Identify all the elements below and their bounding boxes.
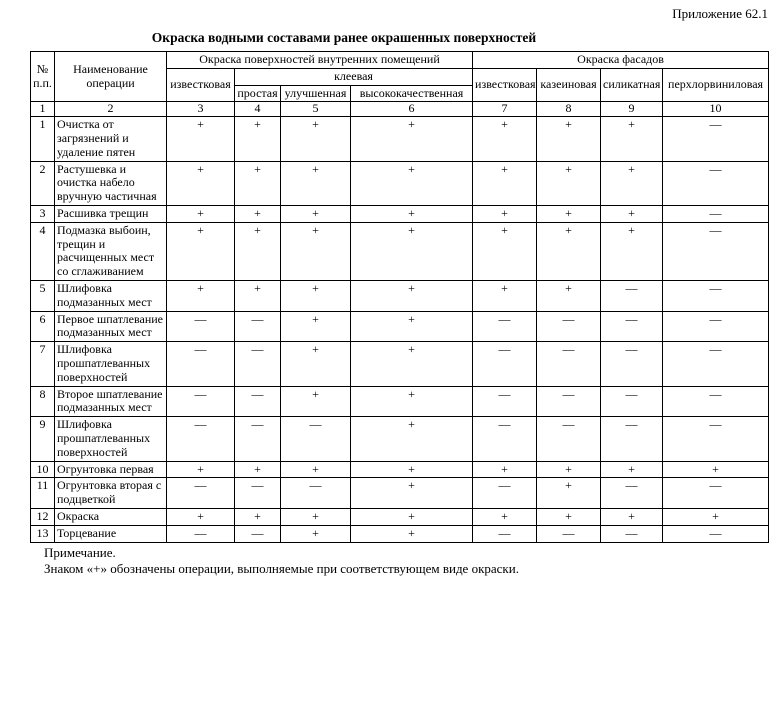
value-cell: — <box>663 117 769 161</box>
value-cell: + <box>167 205 235 222</box>
row-number-cell: 9 <box>31 417 55 461</box>
row-number-cell: 1 <box>31 117 55 161</box>
table-header <box>31 52 769 102</box>
value-cell: + <box>601 117 663 161</box>
value-cell: — <box>663 525 769 542</box>
value-cell: — <box>235 478 281 509</box>
value-cell: + <box>235 222 281 280</box>
value-cell: + <box>351 311 473 342</box>
header-number-column: № п.п. <box>31 52 55 102</box>
column-number-cell: 10 <box>663 102 769 117</box>
table-row <box>31 117 769 161</box>
value-cell: + <box>235 461 281 478</box>
column-number-cell: 5 <box>281 102 351 117</box>
value-cell: + <box>281 117 351 161</box>
value-cell: + <box>281 386 351 417</box>
value-cell: + <box>537 508 601 525</box>
column-number-cell: 6 <box>351 102 473 117</box>
operation-name-cell: Первое шпатлевание подмазанных мест <box>55 311 167 342</box>
value-cell: + <box>167 461 235 478</box>
value-cell: + <box>351 117 473 161</box>
table-body <box>31 102 769 542</box>
operation-name-cell: Окраска <box>55 508 167 525</box>
operation-name-cell: Второе шпатлевание подмазанных мест <box>55 386 167 417</box>
value-cell: + <box>167 222 235 280</box>
row-number-cell: 6 <box>31 311 55 342</box>
value-cell: + <box>281 342 351 386</box>
value-cell: — <box>601 525 663 542</box>
operation-name-cell: Шлифовка подмазанных мест <box>55 280 167 311</box>
value-cell: + <box>351 525 473 542</box>
row-number-cell: 10 <box>31 461 55 478</box>
appendix-label: Приложение 62.1 <box>672 6 768 21</box>
value-cell: — <box>601 280 663 311</box>
value-cell: + <box>473 161 537 205</box>
value-cell: + <box>235 205 281 222</box>
value-cell: — <box>167 386 235 417</box>
header-row-groups <box>31 52 769 69</box>
value-cell: + <box>537 205 601 222</box>
value-cell: + <box>281 525 351 542</box>
value-cell: + <box>601 222 663 280</box>
value-cell: + <box>601 161 663 205</box>
header-facade-silicate: силикатная <box>601 68 663 102</box>
operations-table <box>30 51 769 543</box>
row-number-cell: 12 <box>31 508 55 525</box>
value-cell: + <box>537 117 601 161</box>
value-cell: + <box>351 508 473 525</box>
value-cell: — <box>473 525 537 542</box>
operation-name-cell: Подмазка выбоин, трещин и расчищенных мест со сглаживанием <box>55 222 167 280</box>
column-number-cell: 2 <box>55 102 167 117</box>
operation-name-cell: Растушевка и очистка набело вручную частичная <box>55 161 167 205</box>
header-glue-high-quality: высококачественная <box>351 85 473 102</box>
value-cell: — <box>663 386 769 417</box>
value-cell: + <box>663 461 769 478</box>
row-number-cell: 2 <box>31 161 55 205</box>
value-cell: + <box>351 205 473 222</box>
value-cell: — <box>235 417 281 461</box>
value-cell: — <box>601 311 663 342</box>
value-cell: + <box>281 161 351 205</box>
header-facade-casein: казеиновая <box>537 68 601 102</box>
table-row <box>31 205 769 222</box>
value-cell: — <box>167 478 235 509</box>
value-cell: + <box>601 205 663 222</box>
value-cell: + <box>351 280 473 311</box>
value-cell: + <box>473 222 537 280</box>
row-number-cell: 5 <box>31 280 55 311</box>
column-number-cell: 3 <box>167 102 235 117</box>
row-number-cell: 13 <box>31 525 55 542</box>
value-cell: + <box>351 478 473 509</box>
value-cell: + <box>601 461 663 478</box>
column-number-cell: 8 <box>537 102 601 117</box>
value-cell: — <box>167 417 235 461</box>
value-cell: + <box>281 222 351 280</box>
value-cell: + <box>351 386 473 417</box>
value-cell: + <box>281 311 351 342</box>
value-cell: — <box>663 342 769 386</box>
note-text: Знаком «+» обозначены операции, выполняемые при соответствующем виде окраски. <box>44 560 519 576</box>
header-glue-simple: простая <box>235 85 281 102</box>
value-cell: + <box>351 417 473 461</box>
header-glue-group: клеевая <box>235 68 473 85</box>
value-cell: + <box>601 508 663 525</box>
value-cell: — <box>537 311 601 342</box>
value-cell: — <box>167 311 235 342</box>
header-facade-perchlorovinyl: перхлорвиниловая <box>663 68 769 102</box>
value-cell: + <box>663 508 769 525</box>
operation-name-cell: Шлифовка прошпатлеванных поверхностей <box>55 417 167 461</box>
value-cell: + <box>473 461 537 478</box>
value-cell: — <box>235 386 281 417</box>
value-cell: + <box>281 205 351 222</box>
value-cell: + <box>473 508 537 525</box>
value-cell: — <box>473 417 537 461</box>
value-cell: + <box>281 280 351 311</box>
value-cell: — <box>473 386 537 417</box>
value-cell: — <box>601 342 663 386</box>
value-cell: — <box>537 342 601 386</box>
value-cell: + <box>235 280 281 311</box>
value-cell: + <box>351 342 473 386</box>
value-cell: — <box>601 478 663 509</box>
header-facade-lime: известковая <box>473 68 537 102</box>
value-cell: + <box>281 508 351 525</box>
column-numbers-row <box>31 102 769 117</box>
table-row <box>31 161 769 205</box>
value-cell: — <box>663 417 769 461</box>
value-cell: + <box>167 117 235 161</box>
row-number-cell: 4 <box>31 222 55 280</box>
value-cell: — <box>663 161 769 205</box>
note-heading: Примечание. <box>44 544 116 560</box>
value-cell: — <box>473 478 537 509</box>
value-cell: + <box>473 205 537 222</box>
value-cell: — <box>537 417 601 461</box>
operation-name-cell: Огрунтовка вторая с подцветкой <box>55 478 167 509</box>
column-number-cell: 9 <box>601 102 663 117</box>
table-row <box>31 461 769 478</box>
value-cell: + <box>351 461 473 478</box>
column-number-cell: 1 <box>31 102 55 117</box>
operation-name-cell: Огрунтовка первая <box>55 461 167 478</box>
value-cell: + <box>537 222 601 280</box>
header-group-interior: Окраска поверхностей внутренних помещений <box>167 52 473 69</box>
header-operation-column: Наименование операции <box>55 52 167 102</box>
column-number-cell: 4 <box>235 102 281 117</box>
value-cell: + <box>281 461 351 478</box>
value-cell: — <box>235 525 281 542</box>
value-cell: + <box>473 117 537 161</box>
value-cell: — <box>281 417 351 461</box>
table-row <box>31 508 769 525</box>
value-cell: — <box>601 417 663 461</box>
table-row <box>31 342 769 386</box>
row-number-cell: 3 <box>31 205 55 222</box>
value-cell: — <box>663 280 769 311</box>
value-cell: + <box>235 161 281 205</box>
value-cell: + <box>235 117 281 161</box>
table-row <box>31 478 769 509</box>
row-number-cell: 11 <box>31 478 55 509</box>
notes-section <box>30 545 768 578</box>
value-cell: + <box>351 161 473 205</box>
table-row <box>31 417 769 461</box>
value-cell: + <box>167 508 235 525</box>
value-cell: + <box>167 161 235 205</box>
value-cell: + <box>473 280 537 311</box>
row-number-cell: 7 <box>31 342 55 386</box>
header-glue-improved: улучшенная <box>281 85 351 102</box>
value-cell: — <box>663 205 769 222</box>
value-cell: — <box>167 342 235 386</box>
table-row <box>31 311 769 342</box>
value-cell: + <box>537 161 601 205</box>
document-title: Окраска водными составами ранее окрашенных поверхностей <box>151 30 537 45</box>
value-cell: — <box>473 311 537 342</box>
value-cell: + <box>537 461 601 478</box>
value-cell: — <box>663 478 769 509</box>
value-cell: + <box>537 280 601 311</box>
table-row <box>31 386 769 417</box>
table-row <box>31 222 769 280</box>
value-cell: — <box>537 386 601 417</box>
value-cell: — <box>235 311 281 342</box>
operation-name-cell: Очистка от загрязнений и удаление пятен <box>55 117 167 161</box>
value-cell: — <box>473 342 537 386</box>
value-cell: + <box>351 222 473 280</box>
table-row <box>31 525 769 542</box>
header-interior-lime: известковая <box>167 68 235 102</box>
value-cell: — <box>663 222 769 280</box>
column-number-cell: 7 <box>473 102 537 117</box>
value-cell: — <box>537 525 601 542</box>
value-cell: — <box>601 386 663 417</box>
value-cell: + <box>167 280 235 311</box>
value-cell: — <box>235 342 281 386</box>
value-cell: — <box>167 525 235 542</box>
row-number-cell: 8 <box>31 386 55 417</box>
table-row <box>31 280 769 311</box>
operation-name-cell: Торцевание <box>55 525 167 542</box>
value-cell: — <box>281 478 351 509</box>
header-group-facade: Окраска фасадов <box>473 52 769 69</box>
operation-name-cell: Расшивка трещин <box>55 205 167 222</box>
operation-name-cell: Шлифовка прошпатлеванных поверхностей <box>55 342 167 386</box>
value-cell: + <box>537 478 601 509</box>
value-cell: — <box>663 311 769 342</box>
value-cell: + <box>235 508 281 525</box>
